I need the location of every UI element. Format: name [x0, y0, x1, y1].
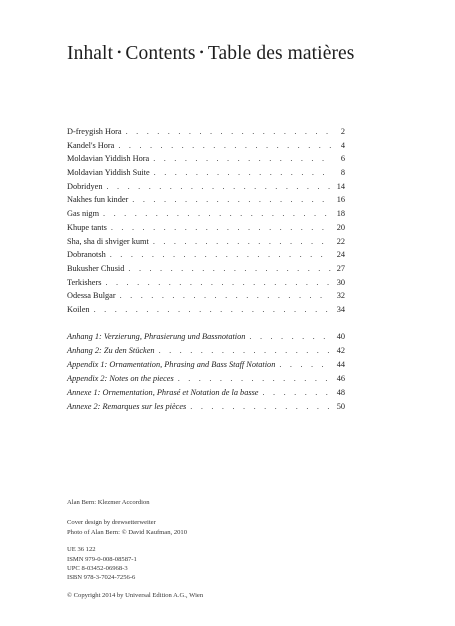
- toc-entry-title: Anhang 2: Zu den Stücken: [67, 346, 155, 355]
- toc-entry-page-number: 40: [336, 332, 345, 341]
- toc-entry-title: Khupe tants: [67, 222, 107, 232]
- toc-entry: [67, 180, 345, 194]
- title-german: Inhalt: [67, 43, 114, 64]
- toc-appendices-list: [67, 330, 345, 414]
- dot-leader: [263, 386, 332, 400]
- toc-entry-title: Nakhes fun kinder: [67, 195, 129, 205]
- toc-entry: [67, 344, 345, 358]
- toc-entry-title: Gas nigm: [67, 209, 100, 219]
- toc-entry-title: Dobranotsh: [67, 250, 106, 260]
- toc-entry: [67, 166, 345, 180]
- toc-entry: [67, 289, 345, 303]
- dot-leader: [249, 330, 331, 344]
- toc-entry-page-number: 44: [336, 360, 345, 369]
- dot-leader: [94, 303, 331, 317]
- toc-entry: [67, 193, 345, 207]
- toc-entry-page-number: 32: [336, 291, 345, 301]
- toc-entry: [67, 330, 345, 344]
- toc-entry-title: Sha, sha di shviger kumt: [67, 236, 149, 246]
- toc-pieces-list: [67, 125, 345, 317]
- toc-entry-page-number: 22: [336, 236, 345, 246]
- toc-entry-title: Odessa Bulgar: [67, 291, 116, 301]
- dot-leader: [107, 180, 332, 194]
- dot-leader: [153, 235, 331, 249]
- toc-entry: [67, 221, 345, 235]
- dot-leader: [126, 125, 331, 139]
- toc-entry-title: Annexe 1: Ornementation, Phrasé et Notation de la basse: [67, 388, 259, 397]
- toc-entry: [67, 207, 345, 221]
- toc-entry: [67, 139, 345, 153]
- imprint-ismn: ISMN 979-0-008-08587-1: [67, 555, 137, 563]
- toc-entry: [67, 125, 345, 139]
- toc-entry-title: Annexe 2: Remarques sur les pièces: [67, 402, 187, 411]
- imprint-block: [67, 498, 367, 600]
- dot-leader: [118, 139, 331, 153]
- toc-entry-page-number: 46: [336, 374, 345, 383]
- toc-entry-page-number: 20: [336, 222, 345, 232]
- page-title: [67, 43, 354, 65]
- imprint-photo-credit: Photo of Alan Bern: © David Kaufman, 2010: [67, 528, 188, 536]
- toc-entry-page-number: 48: [336, 388, 345, 397]
- toc-entry-title: Koilen: [67, 304, 90, 314]
- dot-leader: [132, 193, 331, 207]
- toc-entry: [67, 372, 345, 386]
- toc-entry-title: Appendix 1: Ornamentation, Phrasing and Bass Staff Notation: [67, 360, 276, 369]
- toc-entry-page-number: 14: [336, 181, 345, 191]
- toc-entry: [67, 386, 345, 400]
- imprint-cover-design: Cover design by drewsetterweiter: [67, 519, 156, 527]
- toc-entry-title: D-freygish Hora: [67, 127, 122, 136]
- toc-entry-title: Appendix 2: Notes on the pieces: [67, 374, 174, 383]
- imprint-copyright: © Copyright 2014 by Universal Edition A.G., Wien: [67, 591, 204, 599]
- toc-entry-title: Anhang 1: Verzierung, Phrasierung und Bassnotation: [67, 332, 246, 341]
- dot-leader: [111, 221, 331, 235]
- title-english: Contents: [125, 43, 196, 64]
- dot-leader: [190, 400, 331, 414]
- toc-entry-title: Dobridyen: [67, 181, 103, 191]
- toc-entry-page-number: 18: [336, 209, 345, 219]
- toc-entry-title: Moldavian Yiddish Hora: [67, 154, 150, 164]
- dot-leader: [159, 344, 331, 358]
- dot-leader: [128, 262, 331, 276]
- toc-entry-page-number: 6: [340, 154, 345, 164]
- title-separator: •: [117, 45, 122, 59]
- toc-entry-page-number: 4: [340, 140, 345, 150]
- toc-entry: [67, 248, 345, 262]
- toc-entry-page-number: 27: [336, 263, 345, 273]
- toc-entry: [67, 358, 345, 372]
- toc-entry-page-number: 50: [336, 402, 345, 411]
- dot-leader: [103, 207, 331, 221]
- toc-entry-title: Terkishers: [67, 277, 102, 287]
- toc-entry: [67, 152, 345, 166]
- dot-leader: [110, 248, 331, 262]
- toc-entry-title: Bukusher Chusid: [67, 263, 125, 273]
- toc-entry-page-number: 16: [336, 195, 345, 205]
- toc-entry: [67, 235, 345, 249]
- toc-entry-title: Moldavian Yiddish Suite: [67, 168, 150, 178]
- toc-entry-page-number: 42: [336, 346, 345, 355]
- dot-leader: [105, 276, 331, 290]
- imprint-isbn: ISBN 978-3-7024-7256-6: [67, 574, 136, 582]
- toc-entry-title: Kandel's Hora: [67, 140, 115, 150]
- dot-leader: [153, 152, 331, 166]
- title-french: Table des matières: [207, 43, 355, 64]
- dot-leader: [279, 358, 331, 372]
- toc-entry: [67, 262, 345, 276]
- toc-entry-page-number: 24: [336, 250, 345, 260]
- toc-entry: [67, 276, 345, 290]
- toc-entry: [67, 400, 345, 414]
- toc-entry-page-number: 2: [340, 127, 345, 136]
- toc-entry-page-number: 34: [336, 304, 345, 314]
- imprint-work: Alan Bern: Klezmer Accordion: [67, 499, 150, 506]
- imprint-upc: UPC 8-03452-06968-3: [67, 565, 128, 573]
- dot-leader: [120, 289, 331, 303]
- title-separator: •: [199, 45, 204, 59]
- dot-leader: [154, 166, 331, 180]
- dot-leader: [178, 372, 331, 386]
- toc-entry: [67, 303, 345, 317]
- toc-entry-page-number: 8: [340, 168, 345, 178]
- toc-entry-page-number: 30: [336, 277, 345, 287]
- imprint-ue-number: UE 36 122: [67, 546, 96, 554]
